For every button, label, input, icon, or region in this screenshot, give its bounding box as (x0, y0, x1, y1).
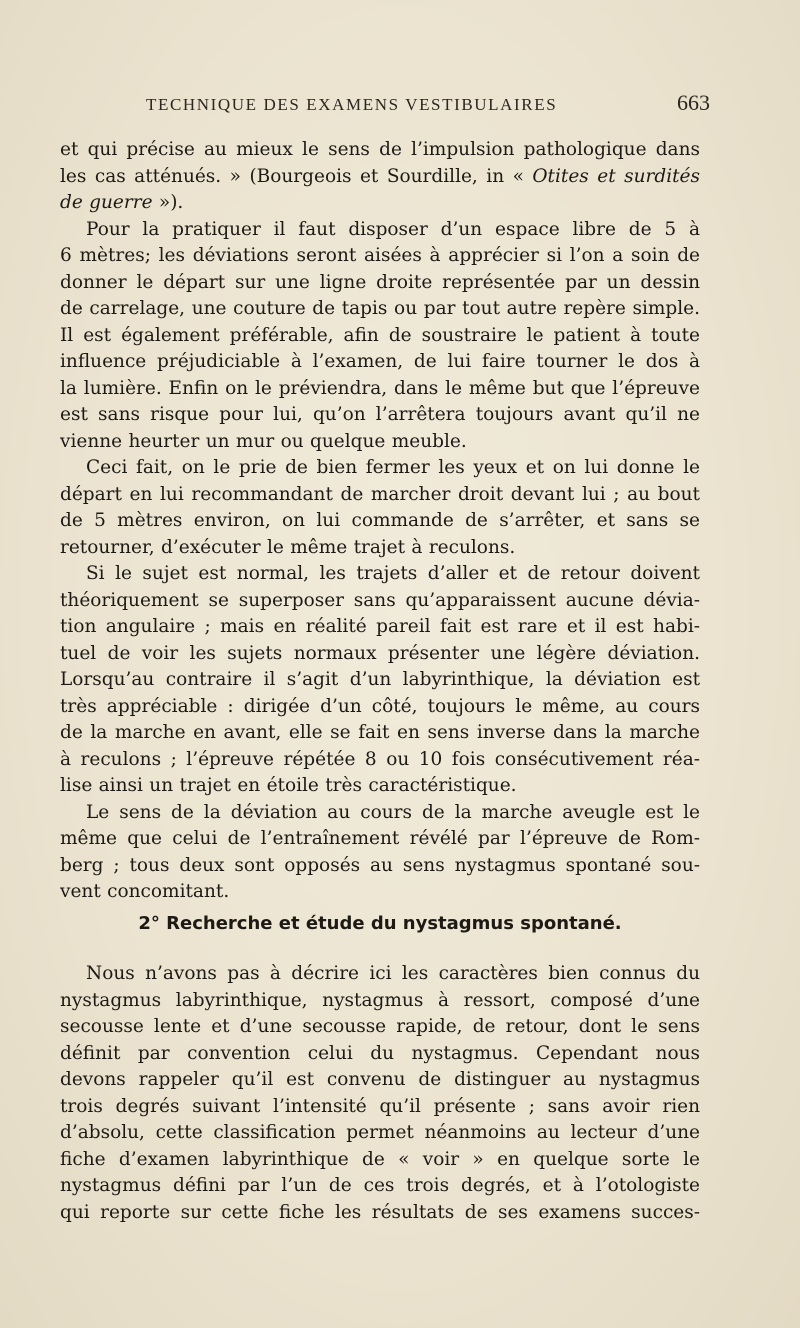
text-span: »). (152, 192, 184, 213)
paragraph-6-line: définit par convention celui du nystagmus. Cependant nous (60, 1042, 700, 1064)
paragraph-2-line: influence préjudiciable à l’examen, de lui faire tourner le dos à (60, 351, 700, 372)
paragraph-6-line: Nous n’avons pas à décrire ici les caractères bien connus du (86, 963, 700, 984)
paragraph-3-line: retourner, d’exécuter le même trajet à reculons. (60, 536, 516, 558)
paragraph-2-line: de carrelage, une couture de tapis ou par tout autre repère simple. (60, 298, 700, 319)
paragraph-5-line: même que celui de l’entraînement révélé par l’épreuve de Rom- (60, 828, 700, 849)
paragraph-2-line: la lumière. Enfin on le préviendra, dans le même but que l’épreuve (60, 377, 700, 399)
paragraph-2-line: Il est également préférable, afin de soustraire le patient à toute (60, 324, 700, 346)
paragraph-6-line: fiche d’examen labyrinthique de « voir » en quelque sorte le (60, 1148, 700, 1170)
paragraph-2-line: donner le départ sur une ligne droite représentée par un dessin (60, 271, 700, 293)
paragraph-4-line: de la marche en avant, elle se fait en sens inverse dans la marche (60, 722, 700, 743)
italic-title: de guerre (60, 192, 153, 213)
paragraph-4-line: lise ainsi un trajet en étoile très caractéristique. (60, 775, 517, 796)
paragraph-1-line (60, 164, 700, 191)
paragraph-6-line: qui reporte sur cette fiche les résultats de ses examens succes- (60, 1201, 700, 1223)
paragraph-6-line: nystagmus labyrinthique, nystagmus à ressort, composé d’une (60, 989, 700, 1011)
paragraph-6-line: trois degrés suivant l’intensité qu’il présente ; sans avoir rien (60, 1095, 700, 1117)
paragraph-3-line: Ceci fait, on le prie de bien fermer les yeux et on lui donne le (86, 457, 700, 478)
paragraph-6-line: d’absolu, cette classification permet néanmoins au lecteur d’une (60, 1122, 700, 1143)
paragraph-4-line: très appréciable : dirigée d’un côté, toujours le même, au cours (60, 695, 700, 717)
text-span: les cas atténués. » (Bourgeois et Sourdille, in « (60, 165, 533, 187)
section-heading: 2° Recherche et étude du nystagmus spontané. (138, 913, 622, 934)
paragraph-4-line: à reculons ; l’épreuve répétée 8 ou 10 fois consécutivement réa- (60, 748, 700, 770)
paragraph-4-line: théoriquement se superposer sans qu’apparaissent aucune dévia- (60, 589, 700, 611)
paragraph-4-line: Si le sujet est normal, les trajets d’aller et de retour doivent (86, 563, 700, 584)
paragraph-6-line: devons rappeler qu’il est convenu de distinguer au nystagmus (60, 1069, 700, 1090)
paragraph-4-line: tion angulaire ; mais en réalité pareil fait est rare et il est habi- (60, 616, 700, 637)
paragraph-2-line: Pour la pratiquer il faut disposer d’un espace libre de 5 à (86, 218, 700, 240)
paragraph-5-line: berg ; tous deux sont opposés au sens nystagmus spontané sou- (60, 854, 700, 876)
running-header (60, 90, 710, 120)
paragraph-4-line: Lorsqu’au contraire il s’agit d’un labyrinthique, la déviation est (60, 669, 700, 690)
paragraph-3-line: de 5 mètres environ, on lui commande de s’arrêter, et sans se (60, 510, 700, 531)
paragraph-4-line: tuel de voir les sujets normaux présenter une légère déviation. (60, 642, 700, 664)
paragraph-6-line: secousse lente et d’une secousse rapide, de retour, dont le sens (60, 1016, 700, 1037)
paragraph-2-line: est sans risque pour lui, qu’on l’arrêtera toujours avant qu’il ne (60, 404, 700, 425)
paragraph-5-line: Le sens de la déviation au cours de la marche aveugle est le (86, 801, 700, 823)
body-text-lower (60, 961, 700, 1226)
body-text-upper (60, 137, 700, 906)
paragraph-3-line: départ en lui recommandant de marcher droit devant lui ; au bout (60, 483, 700, 505)
paragraph-1-line: et qui précise au mieux le sens de l’impulsion pathologique dans (60, 139, 700, 160)
page-number: 663 (677, 90, 710, 115)
italic-title: Otites et surdités (532, 165, 700, 187)
paragraph-1-line (60, 190, 700, 217)
paragraph-6-line: nystagmus défini par l’un de ces trois degrés, et à l’otologiste (60, 1175, 700, 1196)
paragraph-2-line: 6 mètres; les déviations seront aisées à apprécier si l’on a soin de (60, 245, 700, 266)
paragraph-5-line: vent concomitant. (60, 881, 230, 902)
header-title: TECHNIQUE DES EXAMENS VESTIBULAIRES (146, 95, 558, 114)
paragraph-2-line: vienne heurter un mur ou quelque meuble. (60, 430, 467, 452)
